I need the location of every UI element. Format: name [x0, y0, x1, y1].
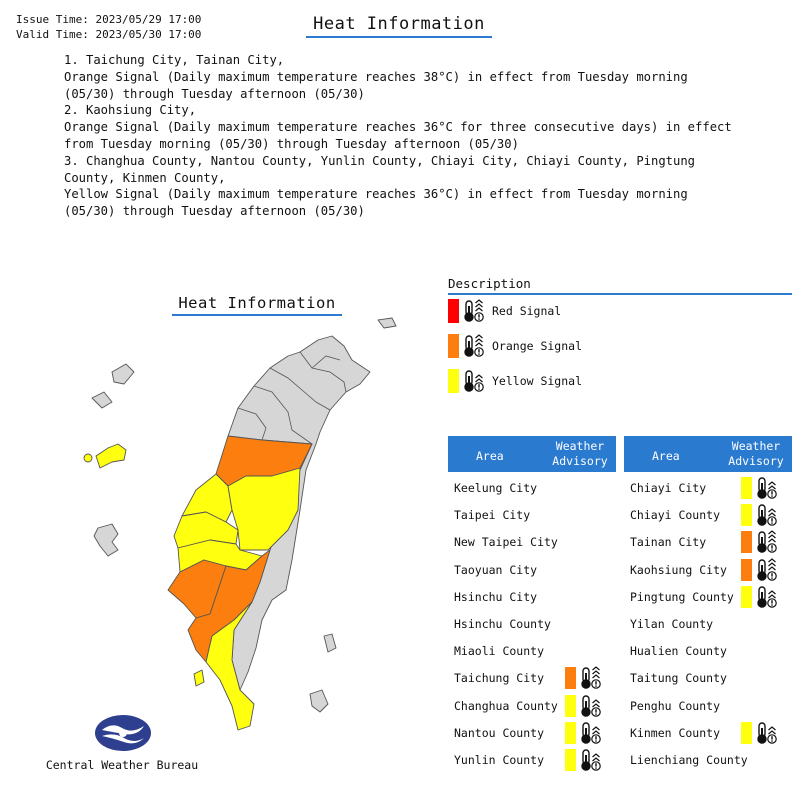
signal-orange-swatch: [741, 559, 752, 581]
thermometer-alert-icon: [756, 503, 778, 527]
table-row: [624, 611, 792, 638]
legend-title: Description: [448, 276, 792, 295]
table-row: [624, 665, 792, 692]
table-row: [448, 502, 616, 529]
thermometer-alert-icon: [756, 721, 778, 745]
area-table-right: [624, 436, 792, 767]
area-name: Taichung City: [454, 671, 545, 686]
signal-yellow-swatch: [565, 722, 576, 744]
signal-yellow-swatch: [741, 477, 752, 499]
notice-paragraph-2: 2. Kaohsiung City, Orange Signal (Daily maximum temperature reaches 36°C for three consecutive days) in effect from Tuesday morning (05/30) through Tuesday afternoon (05/30): [64, 103, 732, 151]
area-name: New Taipei City: [454, 535, 558, 550]
signal-yellow-swatch: [741, 586, 752, 608]
table-row: [624, 584, 792, 611]
header-advisory-line-2: Advisory: [552, 454, 608, 468]
table-row: [448, 584, 616, 611]
thermometer-alert-icon: [580, 748, 602, 772]
area-name: Keelung City: [454, 481, 538, 495]
area-name: Chiayi City: [630, 481, 707, 495]
table-row: [624, 638, 792, 665]
table-header: [448, 436, 616, 472]
thermometer-high-alert-icon: [463, 334, 485, 358]
table-row: [624, 720, 792, 747]
legend-item-orange: [448, 334, 582, 358]
region-kinmen-islet: [84, 454, 92, 462]
area-table-left: [448, 436, 616, 767]
header-area: Area: [476, 449, 504, 463]
header-advisory-line-1: Weather: [731, 439, 781, 453]
signal-yellow-swatch: [741, 504, 752, 526]
header-advisory: [544, 439, 616, 469]
thermometer-high-alert-icon: [756, 530, 778, 554]
area-name: Hualien County: [630, 644, 727, 659]
legend-label-red: Red Signal: [492, 304, 562, 318]
thermometer-high-alert-icon: [463, 299, 485, 323]
table-row: [624, 747, 792, 774]
table-row: [448, 611, 616, 638]
table-row: [448, 529, 616, 556]
legend-swatch-orange: [448, 334, 459, 358]
table-header: [624, 436, 792, 472]
area-name: Yilan County: [630, 617, 714, 631]
region-penghu[interactable]: [94, 524, 118, 556]
table-row: [448, 720, 616, 747]
table-row: [624, 557, 792, 584]
table-row: [448, 747, 616, 774]
legend-label-orange: Orange Signal: [492, 339, 583, 353]
cwb-logo: [94, 714, 152, 752]
thermometer-high-alert-icon: [580, 666, 602, 690]
islet-orchid: [310, 690, 328, 712]
legend-swatch-red: [448, 299, 459, 323]
area-name: Taoyuan City: [454, 562, 538, 577]
area-name: Nantou County: [454, 725, 545, 740]
thermometer-alert-icon: [756, 476, 778, 500]
area-name: Pingtung County: [630, 589, 734, 604]
area-name: Taitung County: [630, 671, 727, 686]
area-name: Chiayi County: [630, 508, 721, 523]
legend-item-yellow: [448, 369, 582, 393]
thermometer-alert-icon: [463, 369, 485, 393]
area-name: Tainan City: [630, 535, 707, 550]
valid-time: Valid Time: 2023/05/30 17:00: [16, 28, 202, 41]
islet-guishan: [378, 318, 396, 328]
table-row: [448, 638, 616, 665]
table-row: [624, 502, 792, 529]
header-area: Area: [652, 449, 680, 463]
region-lienchiang-2: [92, 392, 112, 408]
table-row: [448, 557, 616, 584]
thermometer-alert-icon: [756, 585, 778, 609]
notice-paragraph-1: 1. Taichung City, Tainan City, Orange Signal (Daily maximum temperature reaches 38°C) in effect from Tuesday morning (05/30) through Tuesday afternoon (05/30): [64, 53, 688, 101]
header-advisory: [720, 439, 792, 469]
legend-swatch-yellow: [448, 369, 459, 393]
table-row: [624, 693, 792, 720]
agency-name: Central Weather Bureau: [45, 758, 199, 772]
table-row: [448, 665, 616, 692]
area-name: Kinmen County: [630, 725, 721, 740]
signal-orange-swatch: [565, 667, 576, 689]
notice-paragraph-3: 3. Changhua County, Nantou County, Yunlin County, Chiayi City, Chiayi County, Pingtung County, Kinmen County, Yellow Signal (Daily maximum temperature reaches 36°C) in effect from Tuesday morning (05/30) through Tuesday afternoon (05/30): [64, 153, 696, 219]
area-name: Taipei City: [454, 508, 531, 523]
signal-orange-swatch: [741, 531, 752, 553]
islet-liuqiu: [194, 670, 204, 686]
legend-label-yellow: Yellow Signal: [492, 374, 583, 388]
region-kinmen[interactable]: [96, 444, 126, 468]
area-name: Yunlin County: [454, 753, 545, 767]
page-title: Heat Information: [306, 14, 492, 38]
header-advisory-line-1: Weather: [555, 439, 605, 453]
signal-yellow-swatch: [741, 722, 752, 744]
table-row: [448, 475, 616, 502]
thermometer-alert-icon: [580, 694, 602, 718]
area-name: Penghu County: [630, 698, 721, 713]
header-advisory-line-2: Advisory: [728, 454, 784, 468]
signal-yellow-swatch: [565, 749, 576, 771]
area-name: Miaoli County: [454, 644, 545, 659]
region-lienchiang-1[interactable]: [112, 364, 134, 384]
area-name: Hsinchu County: [454, 617, 551, 631]
legend-item-red: [448, 299, 561, 323]
area-name: Hsinchu City: [454, 589, 538, 604]
table-row: [448, 693, 616, 720]
map-title: Heat Information: [172, 294, 342, 316]
area-name: Changhua County: [454, 698, 558, 713]
islet-green: [324, 634, 336, 652]
area-name: Kaohsiung City: [630, 562, 727, 577]
table-row: [624, 529, 792, 556]
thermometer-alert-icon: [580, 721, 602, 745]
issue-time: Issue Time: 2023/05/29 17:00: [16, 13, 202, 26]
area-name: Lienchiang County: [630, 753, 748, 767]
table-row: [624, 475, 792, 502]
signal-yellow-swatch: [565, 695, 576, 717]
legend-description: [448, 276, 792, 388]
thermometer-high-alert-icon: [756, 558, 778, 582]
